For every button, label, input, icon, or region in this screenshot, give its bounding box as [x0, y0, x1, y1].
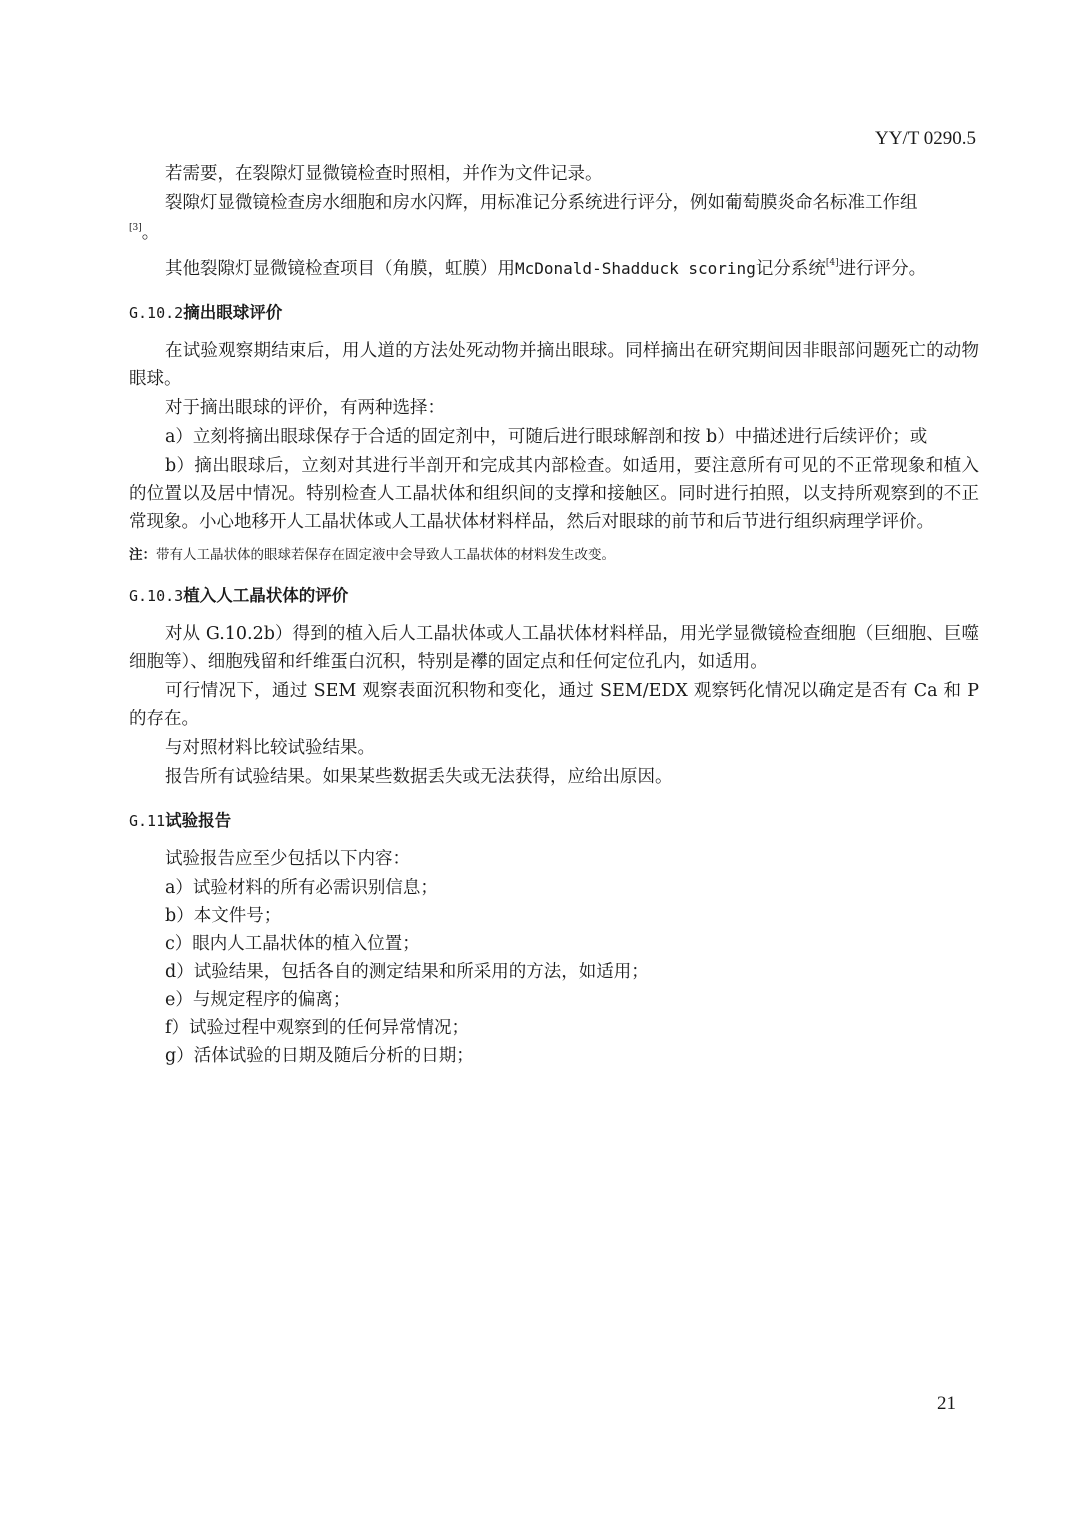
list-item: b）本文件号；	[165, 906, 282, 926]
list-item: a）试验材料的所有必需识别信息；	[165, 878, 438, 898]
reference-period: 。	[141, 223, 160, 243]
list-item: f）试验过程中观察到的任何异常情况；	[165, 1018, 469, 1038]
list-item: e）与规定程序的偏离；	[165, 990, 351, 1010]
section-heading-g11	[129, 809, 979, 833]
paragraph: 可行情况下，通过 SEM 观察表面沉积物和变化，通过 SEM/EDX 观察钙化情况以确定是否有 Ca 和 P 的存在。	[129, 681, 979, 729]
section-title: 试验报告	[165, 811, 232, 830]
reference-line	[129, 217, 979, 244]
list-item: c）眼内人工晶状体的植入位置；	[165, 934, 420, 954]
section-heading-g10-2	[129, 301, 979, 325]
scoring-name: McDonald-Shadduck scoring	[515, 259, 756, 278]
list-item: d）试验结果，包括各自的测定结果和所采用的方法，如适用；	[165, 962, 649, 982]
paragraph: 报告所有试验结果。如果某些数据丢失或无法获得，应给出原因。	[165, 767, 673, 787]
section-number: G.11	[129, 812, 166, 830]
note-text: 带有人工晶状体的眼球若保存在固定液中会导致人工晶状体的材料发生改变。	[156, 547, 615, 563]
paragraph-option-a: a）立刻将摘出眼球保存于合适的固定剂中，可随后进行眼球解剖和按 b）中描述进行后续评价；或	[165, 427, 928, 447]
section-number: G.10.3	[129, 587, 184, 605]
paragraph: 试验报告应至少包括以下内容：	[165, 849, 410, 869]
note	[129, 544, 979, 566]
text-span: 进行评分。	[838, 259, 927, 279]
reference-3: [3]	[129, 223, 142, 233]
paragraph: 在试验观察期结束后，用人道的方法处死动物并摘出眼球。同样摘出在研究期间因非眼部问题死亡的动物眼球。	[129, 341, 979, 389]
list-item: g）活体试验的日期及随后分析的日期；	[165, 1046, 474, 1066]
section-title: 植入人工晶状体的评价	[183, 586, 349, 605]
text-span: 其他裂隙灯显微镜检查项目（角膜，虹膜）用	[165, 259, 515, 279]
section-number: G.10.2	[129, 304, 184, 322]
page-content	[129, 160, 979, 1070]
page-number: 21	[937, 1393, 956, 1414]
paragraph: 对于摘出眼球的评价，有两种选择：	[165, 398, 445, 418]
section-title: 摘出眼球评价	[183, 303, 283, 322]
paragraph: 对从 G.10.2b）得到的植入后人工晶状体或人工晶状体材料样品，用光学显微镜检查细胞（巨细胞、巨噬细胞等）、细胞残留和纤维蛋白沉积，特别是襻的固定点和任何定位孔内，如适用。	[129, 624, 979, 672]
paragraph-mcdonald	[129, 249, 979, 283]
paragraph-photo: 若需要，在裂隙灯显微镜检查时照相，并作为文件记录。	[165, 164, 603, 184]
reference-4: [4]	[825, 258, 839, 268]
paragraph-slit-lamp: 裂隙灯显微镜检查房水细胞和房水闪辉，用标准记分系统进行评分，例如葡萄膜炎命名标准工作组	[165, 193, 918, 213]
section-heading-g10-3	[129, 584, 979, 608]
text-span: 记分系统	[755, 259, 826, 279]
document-code: YY/T 0290.5	[875, 128, 976, 149]
paragraph: 与对照材料比较试验结果。	[165, 738, 375, 758]
note-label: 注：	[129, 547, 156, 563]
paragraph-option-b: b）摘出眼球后，立刻对其进行半剖开和完成其内部检查。如适用，要注意所有可见的不正常现象和植入的位置以及居中情况。特别检查人工晶状体和组织间的支撑和接触区。同时进行拍照，以支持所观察到的不正常现象。小心地移开人工晶状体或人工晶状体材料样品，然后对眼球的前节和后节进行组织病理学评价。	[129, 456, 979, 532]
